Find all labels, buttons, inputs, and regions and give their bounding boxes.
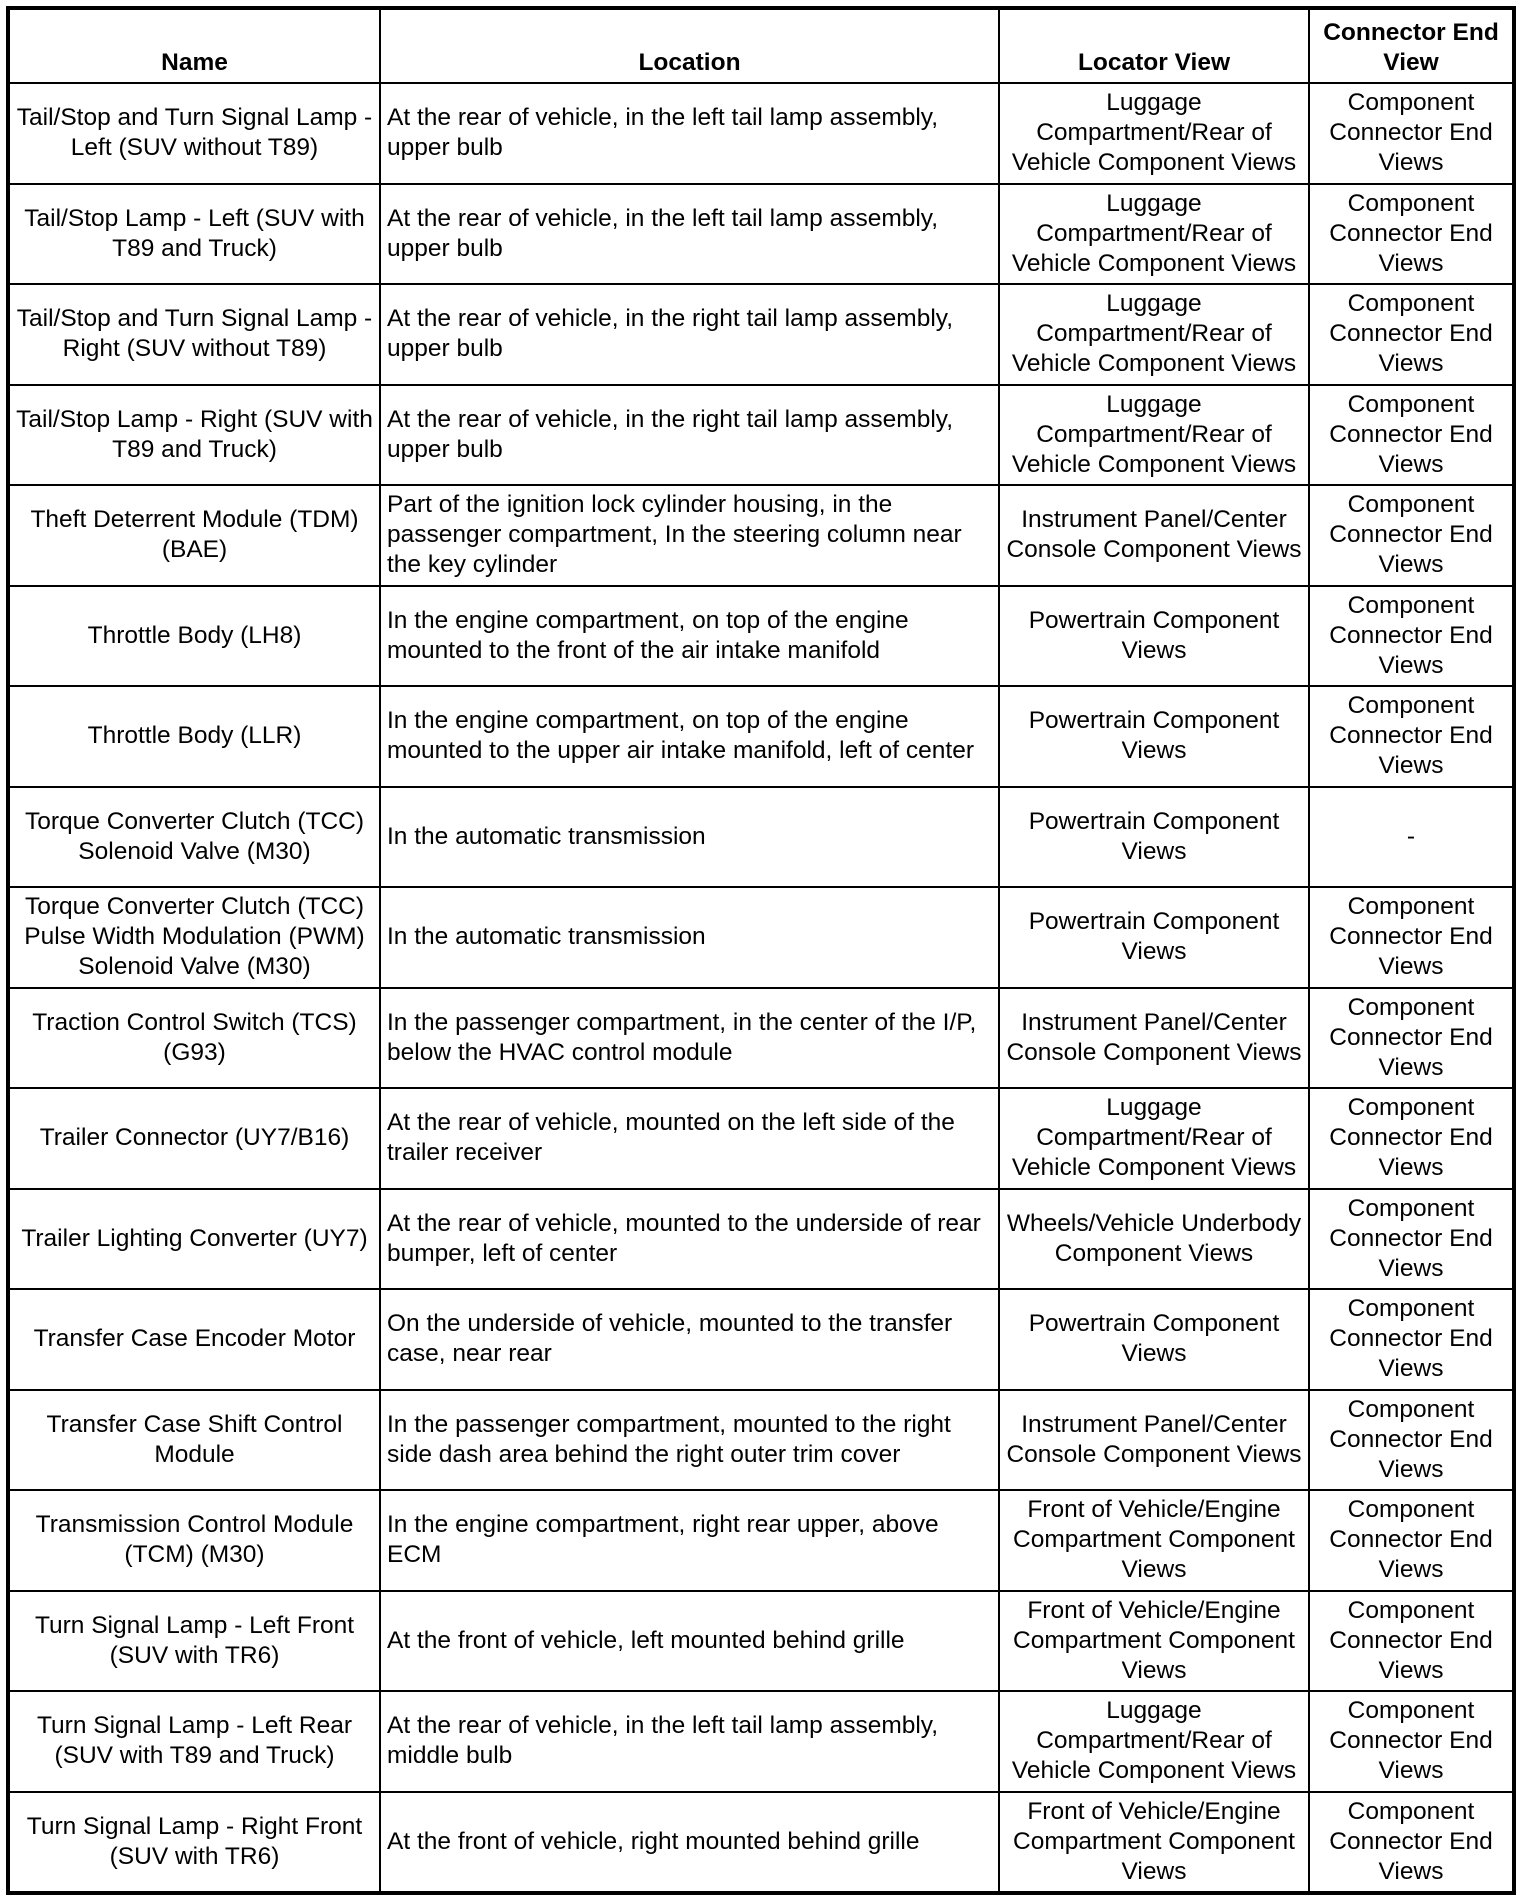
cell-connector-end-view: Component Connector End Views: [1309, 887, 1514, 988]
cell-connector-end-view: Component Connector End Views: [1309, 1088, 1514, 1189]
cell-location: In the automatic transmission: [380, 887, 999, 988]
cell-location: At the rear of vehicle, mounted on the left side of the trailer receiver: [380, 1088, 999, 1189]
cell-location: At the front of vehicle, right mounted behind grille: [380, 1792, 999, 1894]
cell-location: At the rear of vehicle, in the right tail lamp assembly, upper bulb: [380, 284, 999, 385]
cell-connector-end-view: Component Connector End Views: [1309, 83, 1514, 184]
cell-location: At the rear of vehicle, in the left tail lamp assembly, upper bulb: [380, 83, 999, 184]
cell-locator-view: Instrument Panel/Center Console Component Views: [999, 1390, 1309, 1491]
cell-location: In the automatic transmission: [380, 787, 999, 888]
header-connector-end-view: Connector End View: [1309, 8, 1514, 83]
table-row: [8, 1189, 1514, 1290]
table-row: [8, 83, 1514, 184]
cell-locator-view: Instrument Panel/Center Console Component Views: [999, 485, 1309, 586]
cell-name: Torque Converter Clutch (TCC) Pulse Width Modulation (PWM) Solenoid Valve (M30): [8, 887, 380, 988]
cell-location: Part of the ignition lock cylinder housing, in the passenger compartment, In the steering column near the key cylinder: [380, 485, 999, 586]
cell-locator-view: Front of Vehicle/Engine Compartment Component Views: [999, 1591, 1309, 1692]
cell-locator-view: Front of Vehicle/Engine Compartment Component Views: [999, 1792, 1309, 1894]
cell-connector-end-view: Component Connector End Views: [1309, 586, 1514, 687]
table-row: [8, 686, 1514, 787]
cell-name: Tail/Stop and Turn Signal Lamp - Right (SUV without T89): [8, 284, 380, 385]
component-locator-table: [6, 6, 1516, 1895]
cell-connector-end-view: Component Connector End Views: [1309, 1289, 1514, 1390]
table-row: [8, 1691, 1514, 1792]
cell-location: At the rear of vehicle, in the left tail lamp assembly, upper bulb: [380, 184, 999, 285]
cell-connector-end-view: -: [1309, 787, 1514, 888]
cell-name: Turn Signal Lamp - Left Rear (SUV with T89 and Truck): [8, 1691, 380, 1792]
cell-locator-view: Luggage Compartment/Rear of Vehicle Component Views: [999, 284, 1309, 385]
header-locator-view: Locator View: [999, 8, 1309, 83]
cell-locator-view: Powertrain Component Views: [999, 586, 1309, 687]
table-row: [8, 1792, 1514, 1894]
cell-name: Turn Signal Lamp - Right Front (SUV with TR6): [8, 1792, 380, 1894]
cell-connector-end-view: Component Connector End Views: [1309, 1591, 1514, 1692]
cell-name: Transmission Control Module (TCM) (M30): [8, 1490, 380, 1591]
cell-connector-end-view: Component Connector End Views: [1309, 988, 1514, 1089]
cell-location: At the rear of vehicle, in the right tail lamp assembly, upper bulb: [380, 385, 999, 486]
cell-location: In the engine compartment, on top of the engine mounted to the front of the air intake manifold: [380, 586, 999, 687]
table-row: [8, 1390, 1514, 1491]
table-row: [8, 385, 1514, 486]
cell-locator-view: Luggage Compartment/Rear of Vehicle Component Views: [999, 1088, 1309, 1189]
table-row: [8, 988, 1514, 1089]
table-row: [8, 1088, 1514, 1189]
cell-connector-end-view: Component Connector End Views: [1309, 1189, 1514, 1290]
cell-locator-view: Wheels/Vehicle Underbody Component Views: [999, 1189, 1309, 1290]
cell-location: On the underside of vehicle, mounted to the transfer case, near rear: [380, 1289, 999, 1390]
cell-locator-view: Powertrain Component Views: [999, 1289, 1309, 1390]
cell-name: Traction Control Switch (TCS) (G93): [8, 988, 380, 1089]
cell-connector-end-view: Component Connector End Views: [1309, 184, 1514, 285]
header-location: Location: [380, 8, 999, 83]
cell-connector-end-view: Component Connector End Views: [1309, 1490, 1514, 1591]
table-row: [8, 1490, 1514, 1591]
cell-name: Trailer Connector (UY7/B16): [8, 1088, 380, 1189]
cell-locator-view: Powertrain Component Views: [999, 787, 1309, 888]
cell-locator-view: Powertrain Component Views: [999, 686, 1309, 787]
cell-name: Turn Signal Lamp - Left Front (SUV with TR6): [8, 1591, 380, 1692]
cell-name: Transfer Case Encoder Motor: [8, 1289, 380, 1390]
cell-connector-end-view: Component Connector End Views: [1309, 1691, 1514, 1792]
table-row: [8, 485, 1514, 586]
table-row: [8, 586, 1514, 687]
cell-location: At the rear of vehicle, in the left tail lamp assembly, middle bulb: [380, 1691, 999, 1792]
cell-connector-end-view: Component Connector End Views: [1309, 284, 1514, 385]
cell-connector-end-view: Component Connector End Views: [1309, 485, 1514, 586]
component-locator-table-container: [6, 6, 1512, 1895]
table-row: [8, 787, 1514, 888]
cell-locator-view: Powertrain Component Views: [999, 887, 1309, 988]
table-body: [8, 83, 1514, 1893]
cell-locator-view: Luggage Compartment/Rear of Vehicle Component Views: [999, 184, 1309, 285]
cell-name: Tail/Stop and Turn Signal Lamp - Left (SUV without T89): [8, 83, 380, 184]
cell-name: Theft Deterrent Module (TDM) (BAE): [8, 485, 380, 586]
cell-locator-view: Luggage Compartment/Rear of Vehicle Component Views: [999, 1691, 1309, 1792]
table-row: [8, 184, 1514, 285]
cell-location: In the engine compartment, on top of the engine mounted to the upper air intake manifold, left of center: [380, 686, 999, 787]
cell-name: Throttle Body (LLR): [8, 686, 380, 787]
header-name: Name: [8, 8, 380, 83]
cell-locator-view: Front of Vehicle/Engine Compartment Component Views: [999, 1490, 1309, 1591]
cell-name: Throttle Body (LH8): [8, 586, 380, 687]
cell-location: At the front of vehicle, left mounted behind grille: [380, 1591, 999, 1692]
cell-locator-view: Luggage Compartment/Rear of Vehicle Component Views: [999, 385, 1309, 486]
cell-connector-end-view: Component Connector End Views: [1309, 1792, 1514, 1894]
table-row: [8, 887, 1514, 988]
cell-connector-end-view: Component Connector End Views: [1309, 385, 1514, 486]
cell-location: In the passenger compartment, in the center of the I/P, below the HVAC control module: [380, 988, 999, 1089]
cell-name: Tail/Stop Lamp - Right (SUV with T89 and Truck): [8, 385, 380, 486]
cell-name: Transfer Case Shift Control Module: [8, 1390, 380, 1491]
cell-locator-view: Instrument Panel/Center Console Component Views: [999, 988, 1309, 1089]
cell-name: Torque Converter Clutch (TCC) Solenoid Valve (M30): [8, 787, 380, 888]
cell-location: At the rear of vehicle, mounted to the underside of rear bumper, left of center: [380, 1189, 999, 1290]
cell-connector-end-view: Component Connector End Views: [1309, 1390, 1514, 1491]
cell-location: In the passenger compartment, mounted to the right side dash area behind the right outer trim cover: [380, 1390, 999, 1491]
cell-locator-view: Luggage Compartment/Rear of Vehicle Component Views: [999, 83, 1309, 184]
table-row: [8, 1289, 1514, 1390]
cell-name: Trailer Lighting Converter (UY7): [8, 1189, 380, 1290]
table-row: [8, 284, 1514, 385]
table-row: [8, 1591, 1514, 1692]
cell-name: Tail/Stop Lamp - Left (SUV with T89 and Truck): [8, 184, 380, 285]
cell-connector-end-view: Component Connector End Views: [1309, 686, 1514, 787]
cell-location: In the engine compartment, right rear upper, above ECM: [380, 1490, 999, 1591]
header-row: [8, 8, 1514, 83]
